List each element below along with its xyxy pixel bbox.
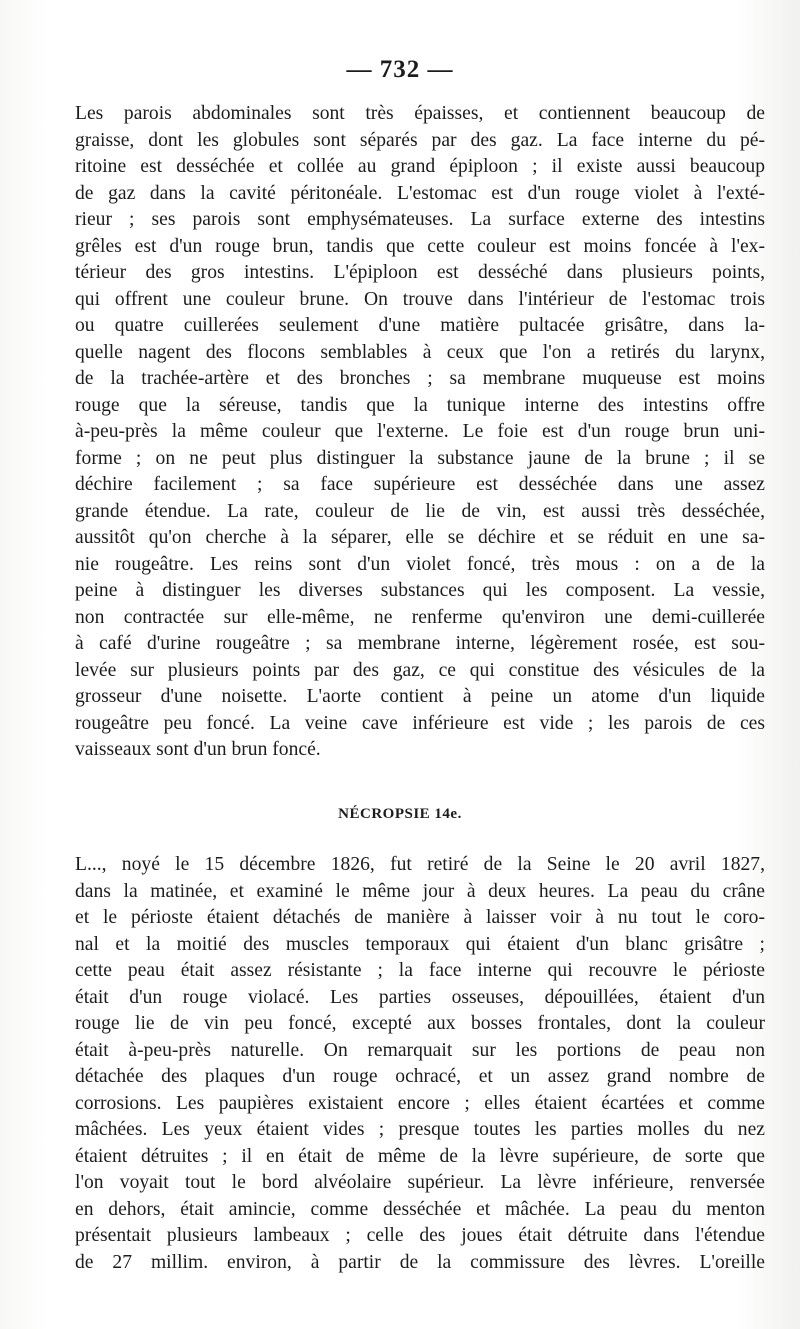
paragraph-autopsy-abdomen <box>75 101 765 764</box>
page-number: — 732 — <box>346 56 454 83</box>
text-line: à-peu-près la même couleur que l'externe. Le foie est d'un rouge brun uni- <box>75 421 765 442</box>
text-line: l'on voyait tout le bord alvéolaire supérieur. La lèvre inférieure, renversée <box>75 1172 765 1193</box>
text-line: et le périoste étaient détachés de manière à laisser voir à nu tout le coro- <box>75 907 765 928</box>
text-line: L..., noyé le 15 décembre 1826, fut retiré de la Seine le 20 avril 1827, <box>75 854 765 875</box>
text-line: de gaz dans la cavité péritonéale. L'estomac est d'un rouge violet à l'exté- <box>75 182 765 204</box>
text-line: grêles est d'un rouge brun, tandis que cette couleur est moins foncée à l'ex- <box>75 235 765 257</box>
text-line: rouge lie de vin peu foncé, excepté aux bosses frontales, dont la couleur <box>75 1013 765 1034</box>
text-line: térieur des gros intestins. L'épiploon est desséché dans plusieurs points, <box>75 262 765 283</box>
text-line: présentait plusieurs lambeaux ; celle des joues était détruite dans l'étendue <box>75 1225 765 1246</box>
text-line: ritoine est desséchée et collée au grand épiploon ; il existe aussi beaucoup <box>75 156 765 177</box>
text-line: nal et la moitié des muscles temporaux qui étaient d'un blanc grisâtre ; <box>75 933 765 955</box>
text-line: graisse, dont les globules sont séparés par des gaz. La face interne du pé- <box>75 129 765 151</box>
text-line: était à-peu-près naturelle. On remarquait sur les portions de peau non <box>75 1039 765 1061</box>
text-line: corrosions. Les paupières existaient encore ; elles étaient écartées et comme <box>75 1092 765 1114</box>
text-line: rieur ; ses parois sont emphysémateuses. La surface externe des intestins <box>75 209 765 230</box>
text-line: détachée des plaques d'un rouge ochracé, et un assez grand nombre de <box>75 1066 765 1087</box>
text-line: nie rougeâtre. Les reins sont d'un violet foncé, très mous : on a de la <box>75 553 765 575</box>
text-line: rouge que la séreuse, tandis que la tunique interne des intestins offre <box>75 394 765 416</box>
text-line: vaisseaux sont d'un brun foncé. <box>75 739 321 760</box>
text-line: dans la matinée, et examiné le même jour à deux heures. La peau du crâne <box>75 880 765 902</box>
text-line: en dehors, était amincie, comme desséchée et mâchée. La peau du menton <box>75 1198 765 1220</box>
text-line: aussitôt qu'on cherche à la séparer, elle se déchire et se réduit en une sa- <box>75 527 765 548</box>
text-line: qui offrent une couleur brune. On trouve dans l'intérieur de l'estomac trois <box>75 288 765 310</box>
text-line: peine à distinguer les diverses substances qui les composent. La vessie, <box>75 580 765 601</box>
text-line: de 27 millim. environ, à partir de la commissure des lèvres. L'oreille <box>75 1251 765 1273</box>
text-line: Les parois abdominales sont très épaisses, et contiennent beaucoup de <box>75 103 765 124</box>
text-line: de la trachée-artère et des bronches ; sa membrane muqueuse est moins <box>75 368 765 389</box>
text-line: mâchées. Les yeux étaient vides ; presque toutes les parties molles du nez <box>75 1119 765 1140</box>
text-line: forme ; on ne peut plus distinguer la substance jaune de la brune ; il se <box>75 447 765 469</box>
text-line: levée sur plusieurs points par des gaz, ce qui constitue des vésicules de la <box>75 659 765 681</box>
text-line: à café d'urine rougeâtre ; sa membrane interne, légèrement rosée, est sou- <box>75 633 765 654</box>
text-line: étaient détruites ; il en était de même de la lèvre supérieure, de sorte que <box>75 1145 765 1167</box>
text-line: grande étendue. La rate, couleur de lie de vin, est aussi très desséchée, <box>75 500 765 522</box>
paragraph-necropsy-14 <box>75 852 765 1276</box>
text-line: était d'un rouge violacé. Les parties osseuses, dépouillées, étaient d'un <box>75 986 765 1008</box>
text-line: déchire facilement ; sa face supérieure est desséchée dans une assez <box>75 474 765 495</box>
text-line: rougeâtre peu foncé. La veine cave inférieure est vide ; les parois de ces <box>75 712 765 734</box>
text-line: quelle nagent des flocons semblables à ceux que l'on a retirés du larynx, <box>75 341 765 363</box>
text-line: grosseur d'une noisette. L'aorte contient à peine un atome d'un liquide <box>75 686 765 707</box>
text-line: non contractée sur elle-même, ne renferme qu'environ une demi-cuillerée <box>75 606 765 628</box>
text-line: ou quatre cuillerées seulement d'une matière pultacée grisâtre, dans la- <box>75 315 765 336</box>
section-heading: NÉCROPSIE 14e. <box>338 806 462 822</box>
text-line: cette peau était assez résistante ; la face interne qui recouvre le périoste <box>75 960 765 981</box>
